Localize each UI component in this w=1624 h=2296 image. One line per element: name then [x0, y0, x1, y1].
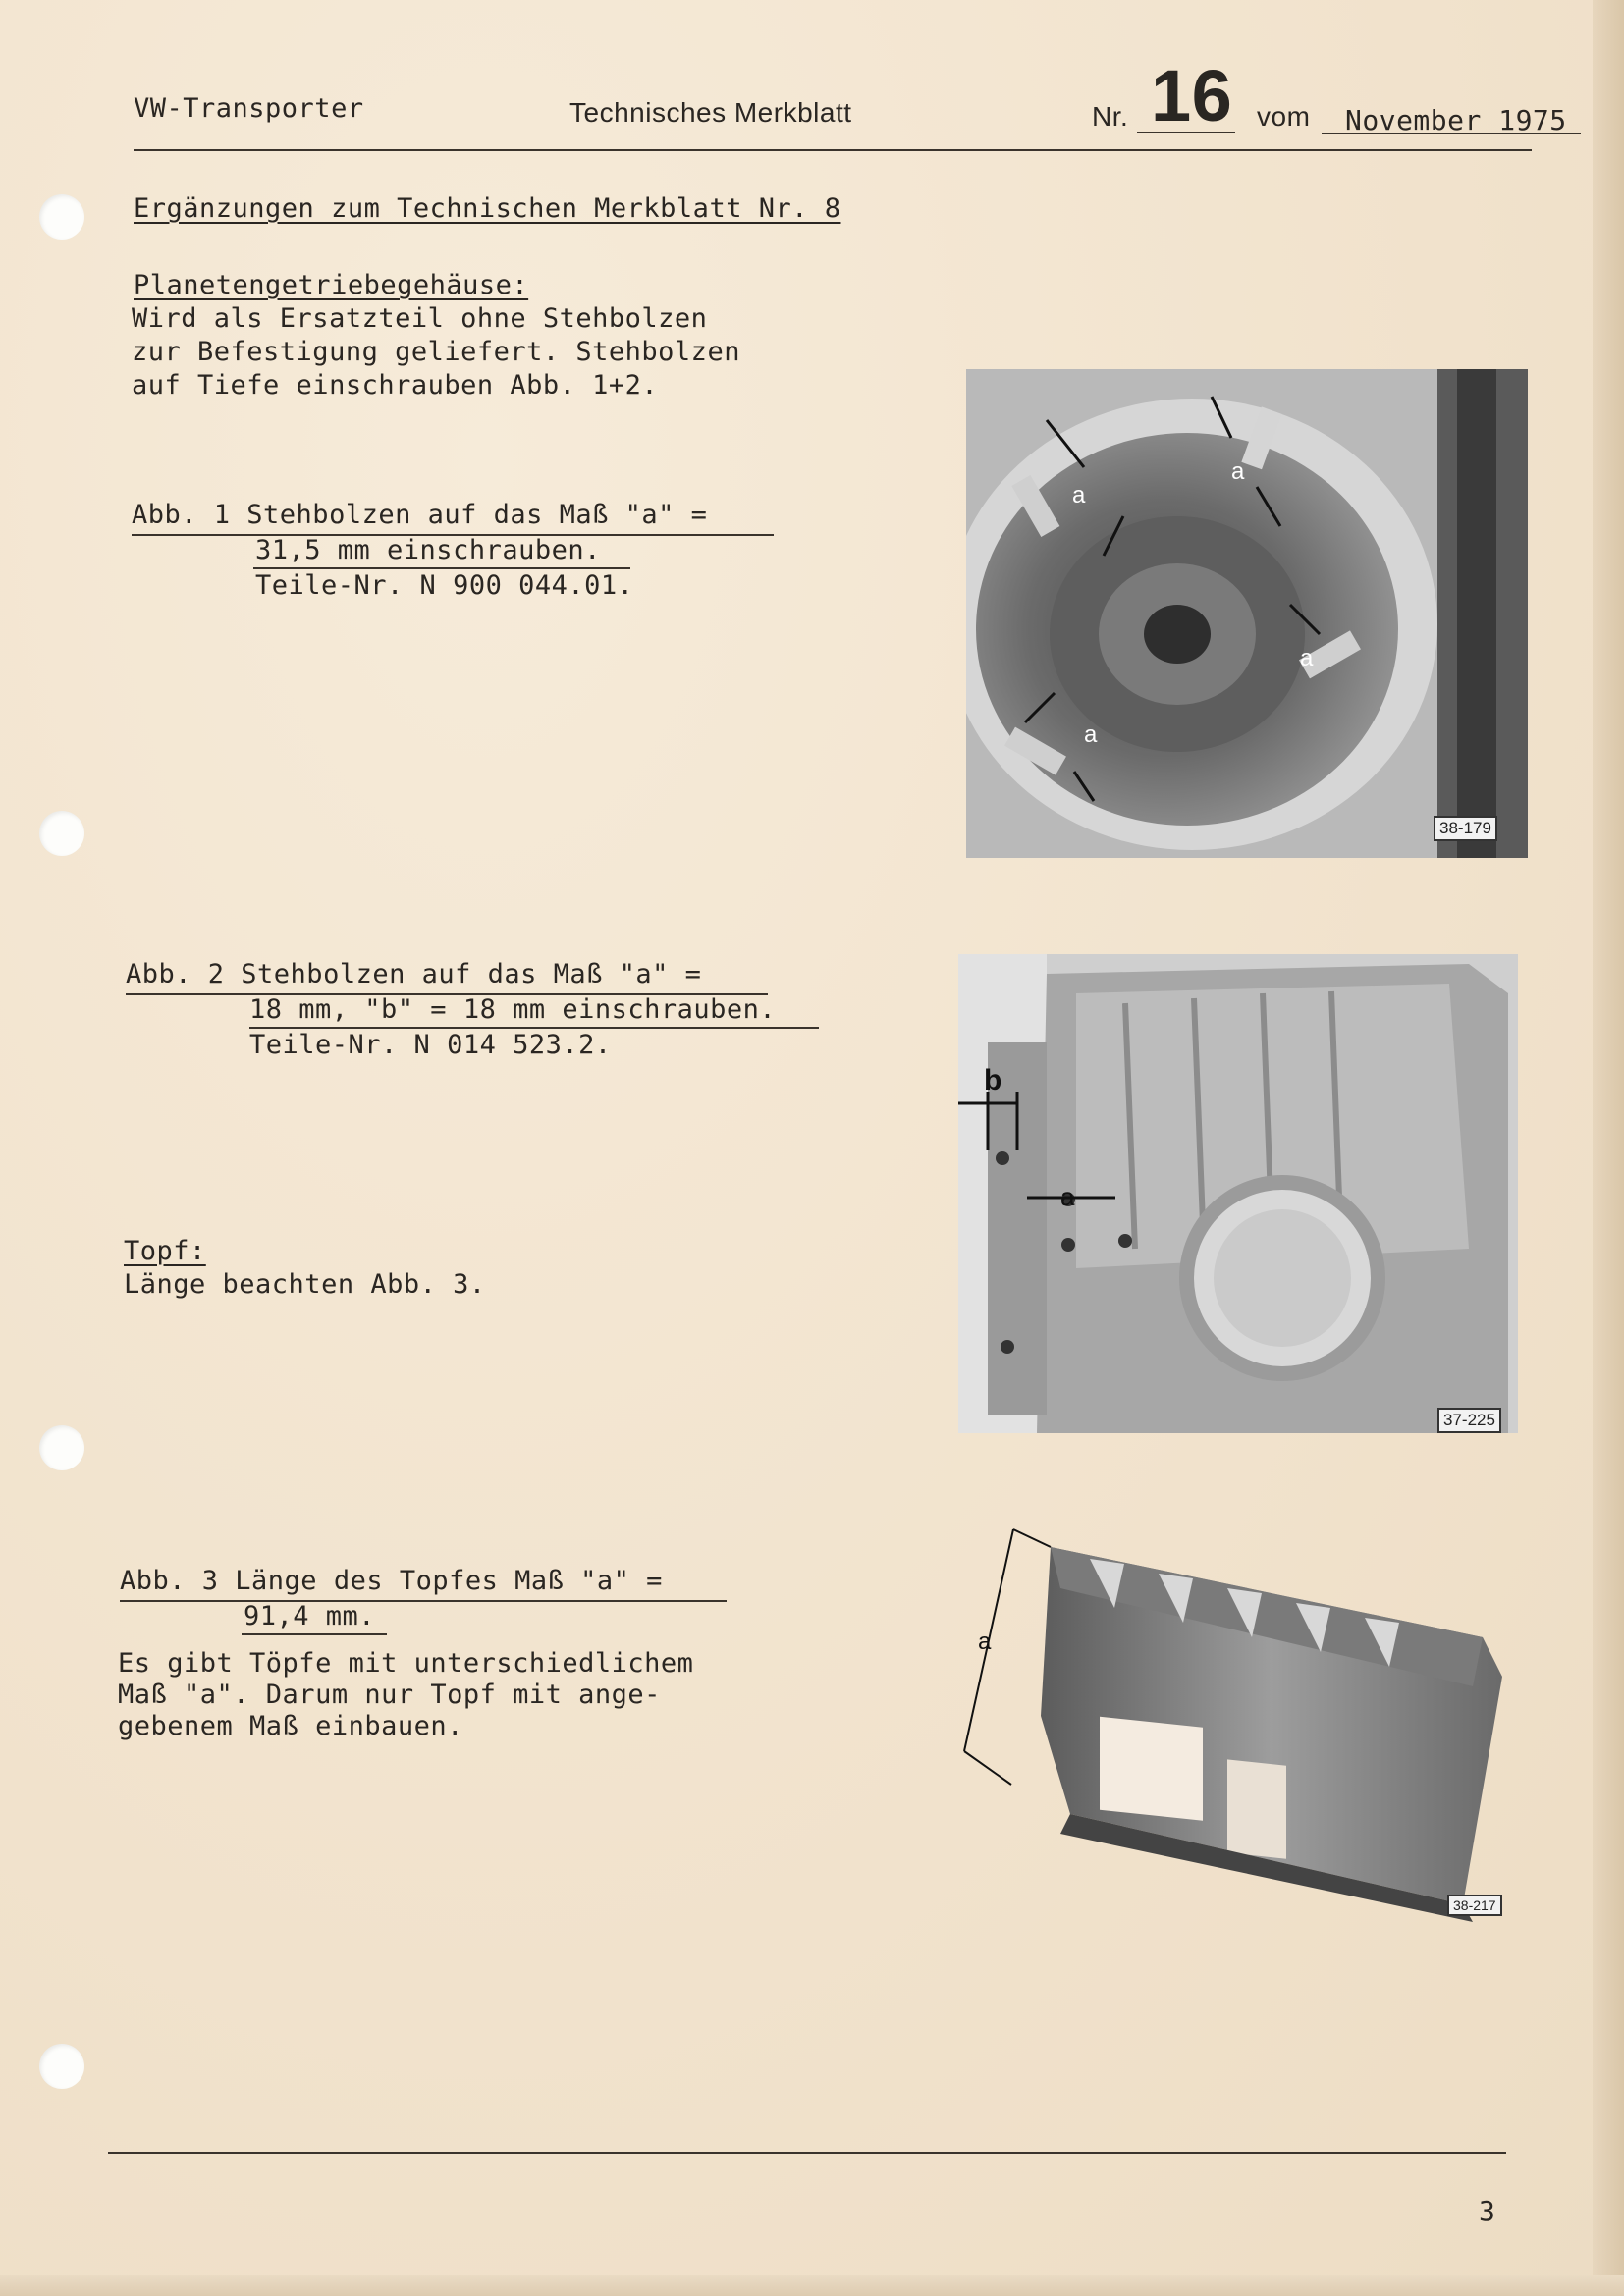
abb1-caption-line1: Abb. 1 Stehbolzen auf das Maß "a" =	[132, 500, 708, 530]
planeten-line: Wird als Ersatzteil ohne Stehbolzen	[132, 303, 708, 334]
abb2-caption-line1: Abb. 2 Stehbolzen auf das Maß "a" =	[126, 959, 702, 989]
section-title: Ergänzungen zum Technischen Merkblatt Nr. 8	[134, 193, 841, 224]
topf-line: Länge beachten Abb. 3.	[124, 1269, 486, 1300]
header-vehicle: VW-Transporter	[134, 93, 364, 124]
abb2-mark-b: b	[984, 1064, 1002, 1096]
abb3-photo-label: 38-217	[1447, 1895, 1502, 1916]
footer-rule	[108, 2152, 1506, 2154]
abb2-mark-a: a	[1060, 1182, 1075, 1211]
page-edge-shadow	[1593, 0, 1624, 2296]
punch-hole	[39, 1425, 84, 1470]
nr-underline	[1137, 132, 1235, 133]
punch-hole	[39, 194, 84, 240]
abb3-body-line: gebenem Maß einbauen.	[118, 1711, 463, 1741]
abb1-photo-label: 38-179	[1434, 816, 1497, 841]
punch-hole	[39, 2044, 84, 2089]
abb2-caption-line2: 18 mm, "b" = 18 mm einschrauben.	[249, 994, 777, 1025]
header-date: November 1975	[1345, 104, 1567, 136]
header-rule	[134, 149, 1532, 151]
page-bottom-shadow	[0, 2275, 1624, 2296]
abb2-photo	[958, 954, 1518, 1433]
abb3-caption-line1: Abb. 3 Länge des Topfes Maß "a" =	[120, 1566, 663, 1596]
header-nr-label: Nr.	[1092, 101, 1129, 132]
abb1-part-number: Teile-Nr. N 900 044.01.	[255, 570, 634, 601]
abb2-part-number: Teile-Nr. N 014 523.2.	[249, 1030, 612, 1060]
abb2-photo-label: 37-225	[1437, 1408, 1501, 1433]
abb3-underline	[242, 1633, 387, 1635]
abb3-body-line: Es gibt Töpfe mit unterschiedlichem	[118, 1648, 694, 1679]
abb3-photo	[952, 1520, 1522, 1922]
abb3-mark-a: a	[978, 1629, 992, 1655]
abb3-body-line: Maß "a". Darum nur Topf mit ange-	[118, 1680, 661, 1710]
abb1-mark-a: a	[1231, 458, 1245, 485]
planeten-heading: Planetengetriebegehäuse:	[134, 270, 529, 300]
planeten-line: zur Befestigung geliefert. Stehbolzen	[132, 337, 740, 367]
page-number: 3	[1479, 2195, 1496, 2227]
header-nr-value: 16	[1151, 55, 1233, 136]
abb3-caption-line2: 91,4 mm.	[244, 1601, 376, 1631]
punch-hole	[39, 811, 84, 856]
header-vom-label: vom	[1257, 101, 1311, 132]
abb1-caption-line2: 31,5 mm einschrauben.	[255, 535, 601, 565]
abb3-underline	[120, 1600, 727, 1602]
date-underline	[1322, 133, 1581, 134]
abb1-mark-a: a	[1084, 721, 1098, 748]
header-doc-type: Technisches Merkblatt	[569, 97, 852, 128]
abb1-mark-a: a	[1300, 645, 1314, 671]
abb1-mark-a: a	[1072, 482, 1086, 508]
abb1-photo	[966, 369, 1528, 858]
topf-heading: Topf:	[124, 1236, 206, 1266]
planeten-line: auf Tiefe einschrauben Abb. 1+2.	[132, 370, 659, 400]
